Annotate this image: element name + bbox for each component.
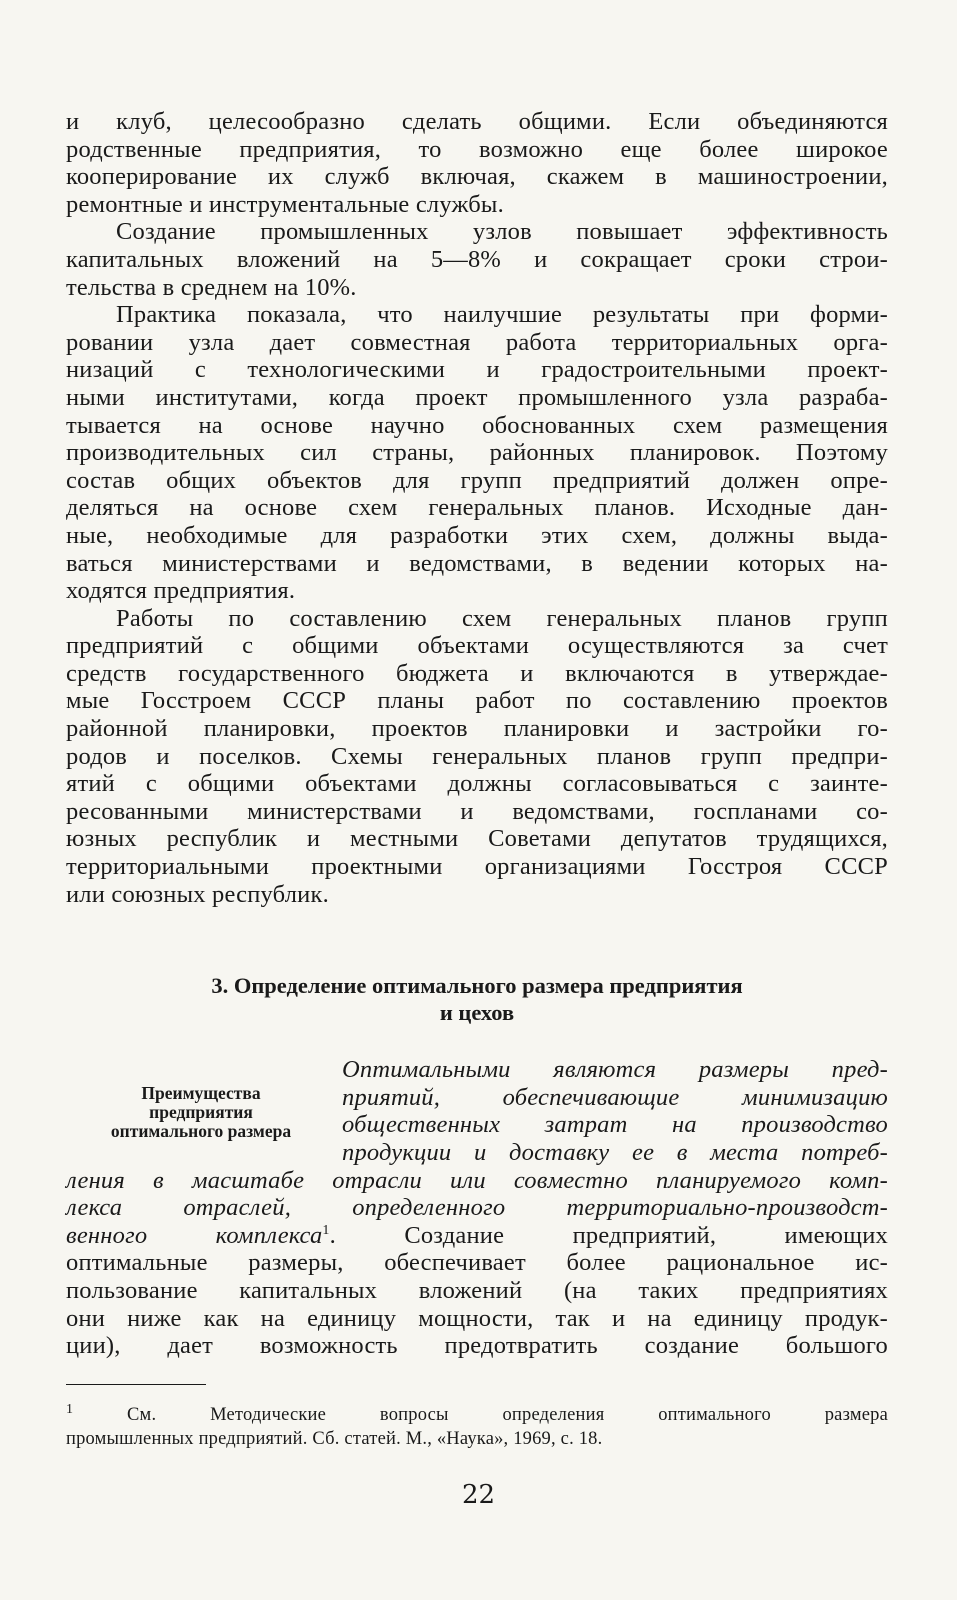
text-line: ремонтные и инструментальные службы. [66,190,504,218]
text-line: Оптимальными являются размеры пред- [342,1056,888,1084]
section-body [66,1056,888,1360]
text-line: производительных сил страны, районных планировок. Поэтому [66,439,888,467]
text-line: приятий, обеспечивающие минимизацию [342,1083,888,1111]
text-line: родственные предприятия, то возможно еще более широкое [66,135,888,163]
section-heading [66,972,888,1026]
page-number: 22 [461,1480,496,1510]
footnote [66,1403,888,1451]
text-line: ции), дает возможность предотвратить создание большого [66,1332,888,1360]
text-run: . Создание предприятий, имеющих [329,1221,888,1249]
paragraph-3 [66,301,888,605]
page-body [66,108,888,1451]
text-line: капитальных вложений на 5—8% и сокращает сроки строи- [66,245,888,273]
text-line: или союзных республик. [66,880,329,908]
text-line: деляться на основе схем генеральных планов. Исходные дан- [66,494,888,522]
section-heading-line: 3. Определение оптимального размера предприятия [211,973,743,999]
paragraph-4 [66,605,888,909]
italic-term: венного комплекса [66,1221,323,1249]
text-line: ресованными министерствами и ведомствами, госпланами со- [66,797,888,825]
text-line: и клуб, целесообразно сделать общими. Если объединяются [66,108,888,135]
paragraph-2 [66,218,888,301]
text-line: низаций с технологическими и градостроительными проект- [66,356,888,384]
text-line: ровании узла дает совместная работа территориальных орга- [66,328,888,356]
text-line: Создание промышленных узлов повышает эффективность [116,218,888,246]
text-line: лекса отраслей, определенного территориально-производст- [66,1194,888,1222]
text-line: кооперирование их служб включая, скажем в машиностроении, [66,163,888,191]
footnote-text: См. Методические вопросы определения оптимального размера [73,1405,888,1426]
side-heading-line: предприятия [149,1102,253,1123]
footnote-divider [66,1384,206,1386]
text-line: состав общих объектов для групп предприятий должен опре- [66,466,888,494]
text-line: ятий с общими объектами должны согласовываться с заинте- [66,770,888,798]
footnote-line: промышленных предприятий. Сб. статей. М., «Наука», 1969, с. 18. [66,1429,603,1450]
text-line: ления в масштабе отрасли или совместно планируемого комп- [66,1166,888,1194]
side-heading-line: Преимущества [141,1083,261,1104]
side-heading [66,1084,336,1141]
text-line: мые Госстроем СССР планы работ по составлению проектов [66,687,888,715]
text-line: общественных затрат на производство [342,1111,888,1139]
paragraph-1 [66,108,888,218]
text-line: юзных республик и местными Советами депутатов трудящихся, [66,825,888,853]
text-line: Практика показала, что наилучшие результаты при форми- [116,301,888,329]
text-line: они ниже как на единицу мощности, так и на единицу продук- [66,1304,888,1332]
text-line: предприятий с общими объектами осуществляются за счет [66,632,888,660]
text-line: территориальными проектными организациями Госстроя СССР [66,853,888,881]
text-line: средств государственного бюджета и включаются в утверждае- [66,659,888,687]
text-line: оптимальные размеры, обеспечивает более рациональное ис- [66,1249,888,1277]
text-line: тывается на основе научно обоснованных схем размещения [66,411,888,439]
text-line: продукции и доставку ее в места потреб- [342,1139,888,1166]
text-line [66,1222,888,1250]
text-line: районной планировки, проектов планировки и застройки го- [66,715,888,743]
footnote-ref: 1 [322,1222,330,1238]
text-line: ходятся предприятия. [66,577,296,605]
text-line: ными институтами, когда проект промышленного узла разраба- [66,383,888,411]
text-line: пользование капитальных вложений (на таких предприятиях [66,1276,888,1304]
section-heading-line: и цехов [439,1000,515,1026]
text-line: родов и поселков. Схемы генеральных планов групп предпри- [66,742,888,770]
text-line: тельства в среднем на 10%. [66,273,357,301]
text-line: ные, необходимые для разработки этих схем, должны выда- [66,521,888,549]
side-heading-line: оптимального размера [110,1121,292,1142]
footnote-line [66,1403,888,1427]
footnote-mark: 1 [66,1402,74,1418]
text-line: ваться министерствами и ведомствами, в ведении которых на- [66,549,888,577]
text-line: Работы по составлению схем генеральных планов групп [116,604,888,632]
